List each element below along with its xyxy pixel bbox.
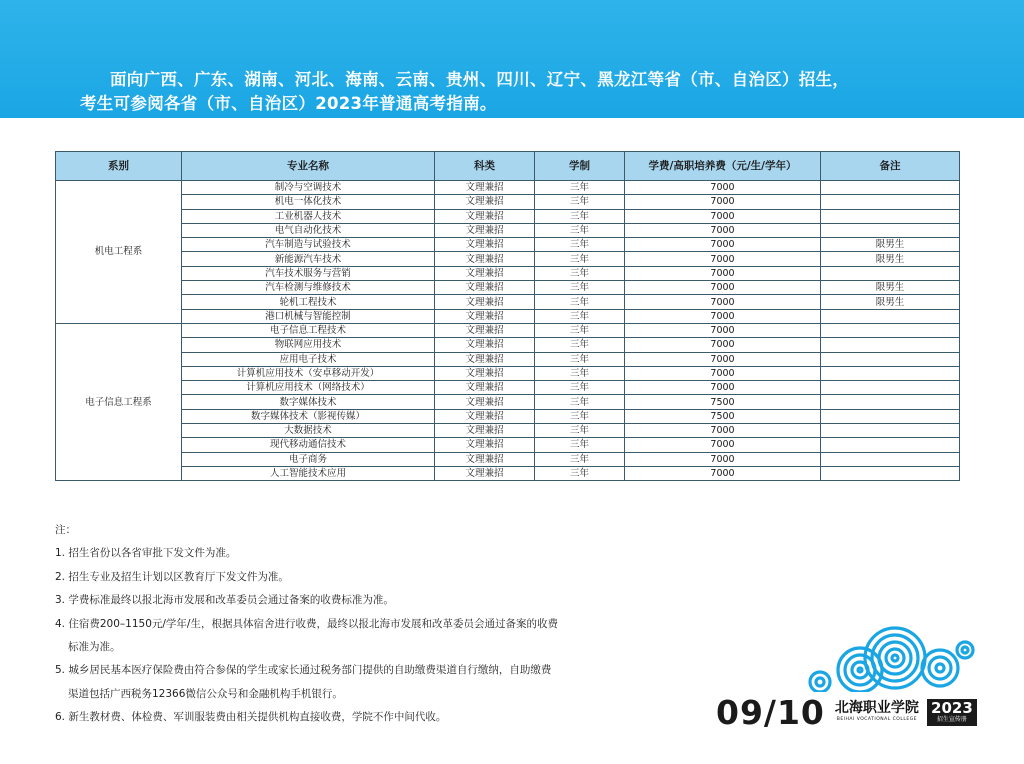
duration-cell: 三年 <box>535 209 625 223</box>
note-cell <box>821 452 960 466</box>
note-cell <box>821 352 960 366</box>
category-cell: 文理兼招 <box>435 309 535 323</box>
note-cell <box>821 424 960 438</box>
major-cell: 应用电子技术 <box>182 352 435 366</box>
table-body <box>56 181 960 481</box>
college-logo <box>835 701 919 723</box>
major-cell: 数字媒体技术 <box>182 395 435 409</box>
table-row <box>56 223 960 237</box>
table-row <box>56 338 960 352</box>
duration-cell: 三年 <box>535 381 625 395</box>
duration-cell: 三年 <box>535 409 625 423</box>
year-badge <box>927 699 977 726</box>
notes-section <box>55 519 715 730</box>
category-cell: 文理兼招 <box>435 209 535 223</box>
fee-cell: 7000 <box>625 466 821 480</box>
college-name-en: BEIHAI VOCATIONAL COLLEGE <box>836 717 918 723</box>
category-cell: 文理兼招 <box>435 452 535 466</box>
note-cell <box>821 395 960 409</box>
category-cell: 文理兼招 <box>435 323 535 337</box>
page-footer <box>716 692 977 732</box>
category-cell: 文理兼招 <box>435 395 535 409</box>
duration-cell: 三年 <box>535 452 625 466</box>
fee-cell: 7000 <box>625 181 821 195</box>
major-cell: 工业机器人技术 <box>182 209 435 223</box>
duration-cell: 三年 <box>535 223 625 237</box>
fee-cell: 7000 <box>625 366 821 380</box>
note-cell <box>821 338 960 352</box>
table-row <box>56 466 960 480</box>
top-banner <box>0 0 1024 118</box>
table-row <box>56 295 960 309</box>
fee-cell: 7000 <box>625 252 821 266</box>
table-row <box>56 395 960 409</box>
duration-cell: 三年 <box>535 466 625 480</box>
header-note: 备注 <box>821 152 960 181</box>
major-cell: 计算机应用技术（安卓移动开发） <box>182 366 435 380</box>
duration-cell: 三年 <box>535 438 625 452</box>
note-cell: 限男生 <box>821 281 960 295</box>
fee-cell: 7500 <box>625 409 821 423</box>
table-row <box>56 238 960 252</box>
fee-cell: 7000 <box>625 238 821 252</box>
fee-cell: 7000 <box>625 266 821 280</box>
table-row <box>56 266 960 280</box>
duration-cell: 三年 <box>535 295 625 309</box>
note-cell <box>821 209 960 223</box>
category-cell: 文理兼招 <box>435 281 535 295</box>
notes-title: 注： <box>55 524 76 536</box>
duration-cell: 三年 <box>535 195 625 209</box>
fee-cell: 7000 <box>625 352 821 366</box>
header-major: 专业名称 <box>182 152 435 181</box>
duration-cell: 三年 <box>535 424 625 438</box>
duration-cell: 三年 <box>535 323 625 337</box>
category-cell: 文理兼招 <box>435 438 535 452</box>
fee-cell: 7000 <box>625 338 821 352</box>
note-cell <box>821 466 960 480</box>
note-item: 2. 招生专业及招生计划以区教育厅下发文件为准。 <box>55 570 289 583</box>
fee-cell: 7000 <box>625 195 821 209</box>
table-row <box>56 409 960 423</box>
wave-swirl-decoration <box>760 620 975 700</box>
note-cell <box>821 438 960 452</box>
major-cell: 大数据技术 <box>182 424 435 438</box>
brochure-label: 招生宣传册 <box>936 715 967 723</box>
note-cell: 限男生 <box>821 295 960 309</box>
note-item-continuation: 渠道包括广西税务12366微信公众号和金融机构手机银行。 <box>68 687 343 700</box>
category-cell: 文理兼招 <box>435 238 535 252</box>
major-cell: 电子信息工程技术 <box>182 323 435 337</box>
major-cell: 电气自动化技术 <box>182 223 435 237</box>
table-row <box>56 452 960 466</box>
note-cell <box>821 381 960 395</box>
category-cell: 文理兼招 <box>435 223 535 237</box>
note-item: 5. 城乡居民基本医疗保险费由符合参保的学生或家长通过税务部门提供的自助缴费渠道自行缴纳，自助缴费 <box>55 664 552 677</box>
category-cell: 文理兼招 <box>435 424 535 438</box>
duration-cell: 三年 <box>535 352 625 366</box>
category-cell: 文理兼招 <box>435 466 535 480</box>
fee-cell: 7500 <box>625 395 821 409</box>
banner-line-2: 考生可参阅各省（市、自治区）2023年普通高考指南。 <box>80 94 497 113</box>
major-cell: 数字媒体技术（影视传媒） <box>182 409 435 423</box>
header-category: 科类 <box>435 152 535 181</box>
table-row <box>56 438 960 452</box>
category-cell: 文理兼招 <box>435 409 535 423</box>
table-row <box>56 181 960 195</box>
major-cell: 汽车检测与维修技术 <box>182 281 435 295</box>
note-cell <box>821 323 960 337</box>
table-row <box>56 424 960 438</box>
page-number: 09/10 <box>716 692 825 732</box>
major-cell: 计算机应用技术（网络技术） <box>182 381 435 395</box>
fee-cell: 7000 <box>625 438 821 452</box>
major-cell: 制冷与空调技术 <box>182 181 435 195</box>
major-cell: 现代移动通信技术 <box>182 438 435 452</box>
note-cell <box>821 266 960 280</box>
duration-cell: 三年 <box>535 338 625 352</box>
category-cell: 文理兼招 <box>435 181 535 195</box>
header-duration: 学制 <box>535 152 625 181</box>
fee-cell: 7000 <box>625 452 821 466</box>
banner-line-1: 面向广西、广东、湖南、河北、海南、云南、贵州、四川、辽宁、黑龙江等省（市、自治区）招生， <box>110 70 850 89</box>
major-cell: 新能源汽车技术 <box>182 252 435 266</box>
duration-cell: 三年 <box>535 395 625 409</box>
duration-cell: 三年 <box>535 281 625 295</box>
note-cell <box>821 223 960 237</box>
dept-cell: 机电工程系 <box>56 181 182 324</box>
category-cell: 文理兼招 <box>435 381 535 395</box>
major-cell: 汽车制造与试验技术 <box>182 238 435 252</box>
fee-cell: 7000 <box>625 323 821 337</box>
note-cell <box>821 309 960 323</box>
note-item: 6. 新生教材费、体检费、军训服装费由相关提供机构直接收费，学院不作中间代收。 <box>55 711 447 724</box>
year-label: 2023 <box>931 698 973 717</box>
fee-cell: 7000 <box>625 281 821 295</box>
category-cell: 文理兼招 <box>435 366 535 380</box>
table-row <box>56 366 960 380</box>
note-cell <box>821 409 960 423</box>
duration-cell: 三年 <box>535 181 625 195</box>
fee-cell: 7000 <box>625 295 821 309</box>
table-row <box>56 381 960 395</box>
major-fee-table <box>55 151 960 481</box>
note-cell <box>821 181 960 195</box>
major-cell: 机电一体化技术 <box>182 195 435 209</box>
category-cell: 文理兼招 <box>435 266 535 280</box>
header-dept: 系别 <box>56 152 182 181</box>
fee-cell: 7000 <box>625 309 821 323</box>
category-cell: 文理兼招 <box>435 295 535 309</box>
category-cell: 文理兼招 <box>435 252 535 266</box>
note-cell: 限男生 <box>821 252 960 266</box>
duration-cell: 三年 <box>535 252 625 266</box>
category-cell: 文理兼招 <box>435 195 535 209</box>
fee-cell: 7000 <box>625 381 821 395</box>
category-cell: 文理兼招 <box>435 352 535 366</box>
fee-cell: 7000 <box>625 209 821 223</box>
fee-cell: 7000 <box>625 424 821 438</box>
note-item: 3. 学费标准最终以报北海市发展和改革委员会通过备案的收费标准为准。 <box>55 594 394 607</box>
college-name-cn: 北海职业学院 <box>834 700 919 717</box>
duration-cell: 三年 <box>535 266 625 280</box>
major-cell: 汽车技术服务与营销 <box>182 266 435 280</box>
note-cell: 限男生 <box>821 238 960 252</box>
table-row <box>56 352 960 366</box>
table-row <box>56 252 960 266</box>
note-item: 4. 住宿费200–1150元/学年/生，根据具体宿舍进行收费，最终以报北海市发展和改革委员会通过备案的收费 <box>55 617 558 630</box>
duration-cell: 三年 <box>535 238 625 252</box>
table-row <box>56 323 960 337</box>
duration-cell: 三年 <box>535 309 625 323</box>
table-row <box>56 281 960 295</box>
major-cell: 电子商务 <box>182 452 435 466</box>
header-fee: 学费/高职培养费（元/生/学年） <box>625 152 821 181</box>
note-cell <box>821 195 960 209</box>
major-cell: 轮机工程技术 <box>182 295 435 309</box>
table-row <box>56 195 960 209</box>
major-cell: 物联网应用技术 <box>182 338 435 352</box>
table-header-row <box>56 152 960 181</box>
category-cell: 文理兼招 <box>435 338 535 352</box>
table-row <box>56 309 960 323</box>
major-cell: 人工智能技术应用 <box>182 466 435 480</box>
note-cell <box>821 366 960 380</box>
major-cell: 港口机械与智能控制 <box>182 309 435 323</box>
fee-cell: 7000 <box>625 223 821 237</box>
table-row <box>56 209 960 223</box>
note-item-continuation: 标准为准。 <box>68 641 121 654</box>
dept-cell: 电子信息工程系 <box>56 323 182 480</box>
duration-cell: 三年 <box>535 366 625 380</box>
note-item: 1. 招生省份以各省审批下发文件为准。 <box>55 547 237 560</box>
